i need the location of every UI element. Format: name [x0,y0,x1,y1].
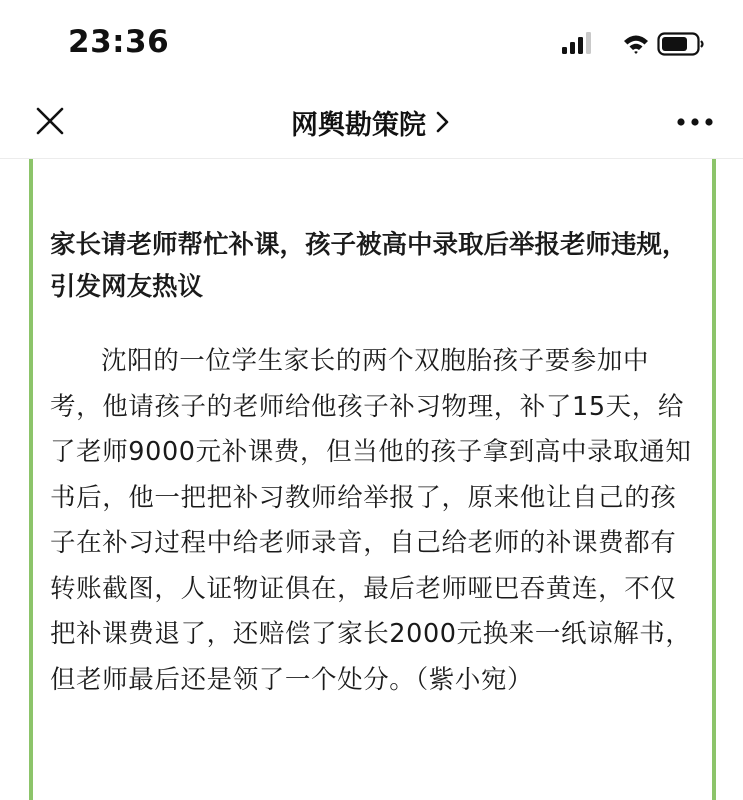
account-title: 网舆勘策院 [291,109,426,141]
account-title-link[interactable] [0,86,743,158]
status-time: 23:36 [68,24,170,60]
status-icons [560,30,710,58]
wifi-icon [624,36,648,55]
chevron-right-icon [434,110,452,134]
more-icon[interactable] [673,112,717,132]
article-border-right [712,159,716,800]
battery-icon [659,34,703,55]
article-frame [0,159,743,800]
article-body: 沈阳的一位学生家长的两个双胞胎孩子要参加中考，他请孩子的老师给他孩子补习物理，补了15天，给了老师9000元补课费，但当他的孩子拿到高中录取通知书后，他一把把补习教师给举报了，原来他让自己的孩子在补习过程中给老师录音，自己给老师的补课费都有转账截图，人证物证俱在，最后老师哑巴吞黄连，不仅把补课费退了，还赔偿了家长2000元换来一纸谅解书，但老师最后还是领了一个处分。（紫小宛） [50,346,692,695]
status-bar [0,0,743,86]
signal-icon [562,32,591,54]
article-border-left [29,159,33,800]
article-title: 家长请老师帮忙补课，孩子被高中录取后举报老师违规，引发网友热议 [50,230,688,302]
nav-bar [0,86,743,159]
close-icon[interactable] [33,104,67,138]
